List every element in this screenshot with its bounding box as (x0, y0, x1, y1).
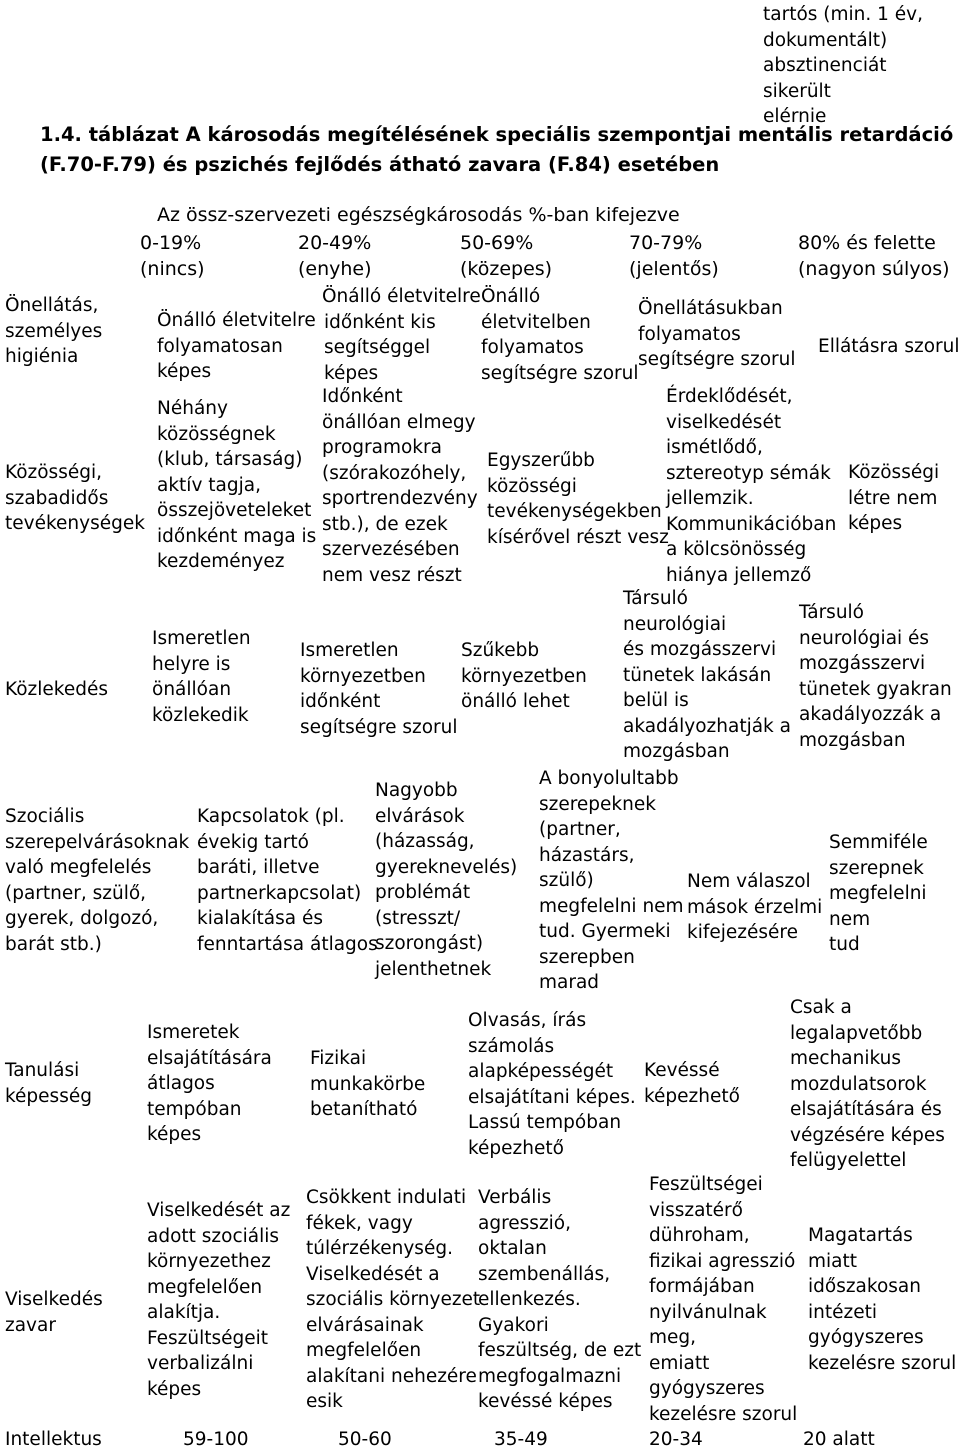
top-note: tartós (min. 1 év, dokumentált) absztinenciát sikerült elérnie (763, 4, 924, 127)
header-col-1: 0-19% (nincs) (140, 232, 205, 280)
cell-learning-5: Csak a legalapvetőbb mechanikus mozdulatsorok elsajátítására és végzésére képes felügyelettel (790, 997, 945, 1171)
cell-behavior-5: Magatartás miatt időszakosan intézeti gyógyszeres kezelésre szorul (808, 1225, 957, 1374)
cell-intellect-2: 50-60 (338, 1429, 392, 1450)
header-col-3: 50-69% (közepes) (460, 232, 553, 280)
row-label-intellect: Intellektus (5, 1429, 102, 1450)
cell-social-roles-5: Semmiféle szerepnek megfelelni nem tud (829, 832, 928, 955)
cell-learning-1: Ismeretek elsajátítására átlagos tempóban képes (147, 1022, 272, 1145)
row-label-community: Közösségi, szabadidős tevékenységek (5, 462, 145, 534)
cell-learning-2: Fizikai munkakörbe betanítható (310, 1048, 426, 1120)
cell-social-roles-2: Nagyobb elvárások (házasság, gyereknevelés) problémát (stresszt/ szorongást) jelenthetnek (375, 780, 518, 980)
cell-community-2: Időnként önállóan elmegy programokra (szórakozóhely, sportrendezvény stb.), de ezek szervezésében nem vesz részt (322, 386, 478, 586)
cell-community-5: Közösségi létre nem képes (848, 462, 940, 534)
cell-intellect-1: 59-100 (183, 1429, 249, 1450)
cell-transport-4: Társuló neurológiai és mozgásszervi tünetek lakásán belül is akadályozhatják a mozgásban (623, 588, 791, 762)
row-label-self-care: Önellátás, személyes higiénia (5, 295, 103, 367)
cell-transport-3: Szűkebb környezetben önálló lehet (461, 640, 587, 712)
cell-self-care-3: Önálló életvitelben folyamatos segítségre szorul (481, 286, 639, 384)
cell-transport-1: Ismeretlen helyre is önállóan közlekedik (152, 628, 251, 726)
cell-intellect-4: 20-34 (649, 1429, 703, 1450)
cell-behavior-2: Csökkent indulati fékek, vagy túlérzékenység. Viselkedését a szociális környezet elvárásainak megfelelően alakítani nehezére esik (306, 1187, 481, 1412)
table-caption: 1.4. táblázat A károsodás megítélésének speciális szempontjai mentális retardáció (F.70-F.79) és pszichés fejlődés átható zavara (F.84) esetében (40, 123, 954, 176)
cell-self-care-4: Önellátásukban folyamatos segítségre szorul (638, 298, 796, 370)
cell-behavior-1: Viselkedését az adott szociális környezethez megfelelően alakítja. Feszültségeit verbalizálni képes (147, 1200, 291, 1400)
cell-transport-2: Ismeretlen környezetben időnként segítségre szorul (300, 640, 458, 738)
cell-self-care-1: Önálló életvitelre folyamatosan képes (157, 310, 316, 382)
cell-learning-3: Olvasás, írás számolás alapképességét elsajátítani képes. Lassú tempóban képezhető (468, 1010, 636, 1159)
header-col-5: 80% és felette (nagyon súlyos) (798, 232, 950, 280)
cell-community-4: Érdeklődését, viselkedését ismétlődő, sztereotyp sémák jellemzik. Kommunikációban a kölcsönösség hiánya jellemző (666, 386, 837, 586)
row-label-behavior: Viselkedés zavar (5, 1289, 103, 1336)
cell-self-care-2: Önálló életvitelre időnként kis segítséggel képes (322, 286, 481, 384)
cell-social-roles-3: A bonyolultabb szerepeknek (partner, házastárs, szülő) megfelelni nem tud. Gyermeki szerepben marad (539, 768, 684, 993)
cell-community-3: Egyszerűbb közösségi tevékenységekben kísérővel részt vesz (487, 450, 669, 548)
cell-transport-5: Társuló neurológiai és mozgásszervi tünetek gyakran akadályozzák a mozgásban (799, 602, 952, 751)
cell-learning-4: Kevéssé képezhető (644, 1060, 740, 1107)
row-label-transport: Közlekedés (5, 679, 108, 700)
cell-intellect-3: 35-49 (494, 1429, 548, 1450)
cell-behavior-4: Feszültségei visszatérő dühroham, fizikai agresszió formájában nyilvánulnak meg, emiatt gyógyszeres kezelésre szorul (649, 1174, 798, 1425)
cell-self-care-5: Ellátásra szorul (818, 336, 960, 357)
header-title: Az össz-szervezeti egészségkárosodás %-ban kifejezve (157, 204, 680, 226)
cell-intellect-5: 20 alatt (803, 1429, 875, 1450)
cell-community-1: Néhány közösségnek (klub, társaság) aktív tagja, összejöveteleket időnként maga is kezdeményez (157, 398, 317, 572)
header-col-2: 20-49% (enyhe) (298, 232, 372, 280)
cell-social-roles-4: Nem válaszol mások érzelmi kifejezésére (687, 871, 823, 943)
cell-behavior-3: Verbális agresszió, oktalan szembenállás, ellenkezés. Gyakori feszültség, de ezt megfogalmazni kevéssé képes (478, 1187, 642, 1412)
row-label-learning: Tanulási képesség (5, 1060, 92, 1107)
cell-social-roles-1: Kapcsolatok (pl. évekig tartó baráti, illetve partnerkapcsolat) kialakítása és fenntartása átlagos (197, 806, 378, 955)
row-label-social-roles: Szociális szerepelvárásoknak való megfelelés (partner, szülő, gyerek, dolgozó, barát stb.) (5, 806, 190, 955)
header-col-4: 70-79% (jelentős) (629, 232, 719, 280)
